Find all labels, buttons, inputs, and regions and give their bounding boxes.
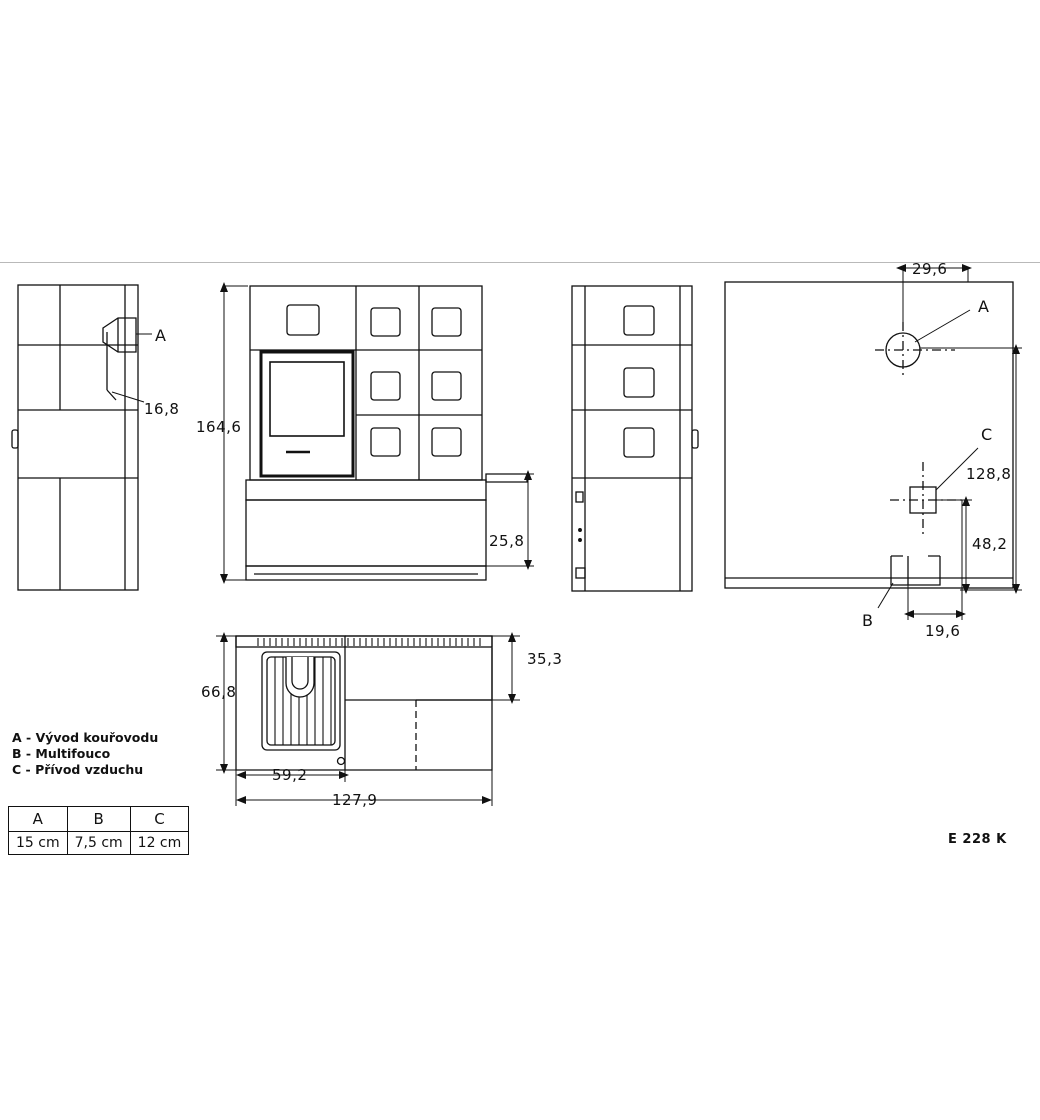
model-code: E 228 K <box>948 832 1007 847</box>
spec-value-a: 15 cm <box>9 832 68 855</box>
dim-29-6: 29,6 <box>912 260 948 278</box>
spec-value-b: 7,5 cm <box>67 832 130 855</box>
table-row-headers <box>9 807 189 832</box>
spec-header-c: C <box>130 807 189 832</box>
top-view <box>236 636 492 770</box>
table-row-values <box>9 832 189 855</box>
legend-line-a: A - Vývod kouřovodu <box>12 730 159 745</box>
dim-128-8: 128,8 <box>966 465 1012 483</box>
dim-59-2: 59,2 <box>272 766 308 784</box>
dim-16-8: 16,8 <box>144 400 180 418</box>
right-side-view <box>572 286 698 591</box>
callout-a-left: A <box>155 326 166 345</box>
dim-48-2: 48,2 <box>972 535 1008 553</box>
spec-table <box>8 806 189 855</box>
rear-view <box>725 282 1013 588</box>
dimension-lines <box>112 264 1022 806</box>
dim-164-6: 164,6 <box>196 418 242 436</box>
legend-line-b: B - Multifouco <box>12 746 111 761</box>
dim-127-9: 127,9 <box>332 791 378 809</box>
front-view <box>246 286 527 580</box>
spec-value-c: 12 cm <box>130 832 189 855</box>
legend-block <box>12 730 158 778</box>
callout-c-rear: C <box>981 425 993 444</box>
left-side-view <box>12 285 138 590</box>
spec-header-a: A <box>9 807 68 832</box>
dim-66-8: 66,8 <box>201 683 237 701</box>
callout-a-rear: A <box>978 297 989 316</box>
spec-header-b: B <box>67 807 130 832</box>
dim-35-3: 35,3 <box>527 650 563 668</box>
callout-b-rear: B <box>862 611 873 630</box>
dim-25-8: 25,8 <box>489 532 525 550</box>
dim-19-6: 19,6 <box>925 622 961 640</box>
legend-line-c: C - Přívod vzduchu <box>12 762 144 777</box>
